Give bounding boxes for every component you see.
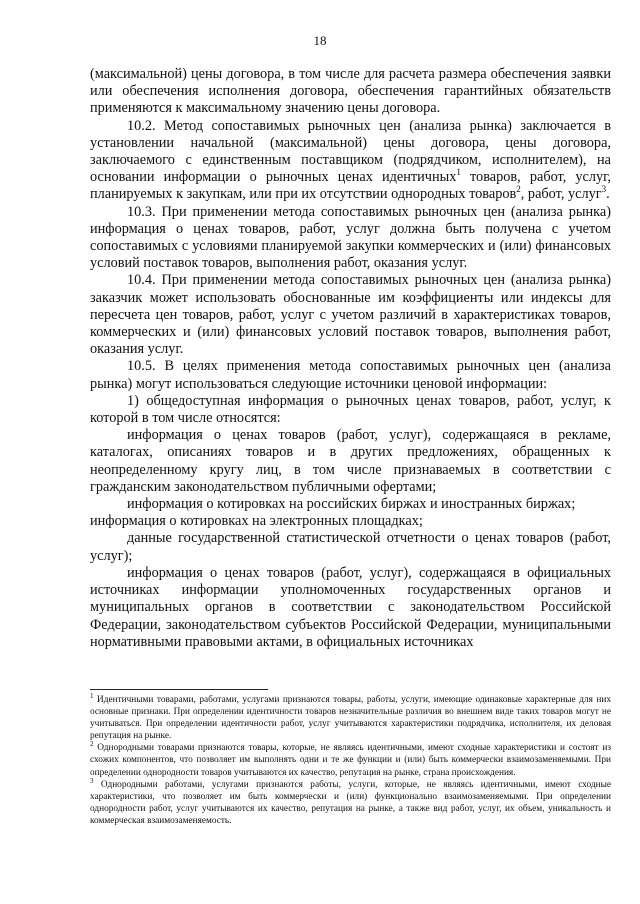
paragraph-10-4: 10.4. При применении метода сопоставимых рыночных цен (анализа рынка) заказчик может использовать обоснованные им коэффициенты или индексы для пересчета цен товаров, работ, услуг с учетом различий в характеристиках товаров, коммерческих и (или) финансовых условий поставок товаров, выполнения работ, оказания услуг. [90,272,611,358]
body-text [90,66,611,651]
bullet-statistics: данные государственной статистической отчетности о ценах товаров (работ, услуг); [90,530,611,564]
footnotes [90,691,611,827]
paragraph-10-3: 10.3. При применении метода сопоставимых рыночных цен (анализа рынка) информация о ценах товаров, работ, услуг должна быть получена с учетом сопоставимых с условиями планируемой закупки коммерческих и (или) финансовых условий поставок товаров, выполнения работ, оказания услуг. [90,203,611,272]
paragraph-10-5: 10.5. В целях применения метода сопоставимых рыночных цен (анализа рынка) могут использоваться следующие источники ценовой информации: [90,358,611,392]
bullet-advertising: информация о ценах товаров (работ, услуг), содержащаяся в рекламе, каталогах, описаниях товаров и в других предложениях, обращенных к неопределенному кругу лиц, в том числе признаваемых в соответствии с гражданским законодательством публичными офертами; [90,427,611,495]
paragraph-10-2: 10.2. Метод сопоставимых рыночных цен (анализа рынка) заключается в установлении начальной (максимальной) цены договора, цены договора, заключаемого с единственным поставщиком (подрядчиком, исполнителем), на основании информации о рыночных ценах идентичных$^1$ товаров, работ, услуг, планируемых к закупкам, или при их отсутствии однородных товаров$^2$, работ, услуг$^3$. [90,117,611,203]
footnote-ref-1: 1 [456,167,461,178]
footnote-ref-2: 2 [516,184,521,195]
page-number: 18 [313,33,327,48]
bullet-official-sources: информация о ценах товаров (работ, услуг), содержащаяся в официальных источниках информации уполномоченных государственных органов и муниципальных органов в соответствии с законодательством Российской Федерации, законодательством субъектов Российской Федерации, муниципальными нормативными правовыми актами, в официальных источниках [90,564,611,650]
footnote-separator [90,689,268,690]
bullet-exchanges: информация о котировках на российских биржах и иностранных биржах; [127,496,576,513]
bullet-electronic-platforms: информация о котировках на электронных площадках; [90,513,423,530]
paragraph-continuation: (максимальной) цены договора, в том числе для расчета размера обеспечения заявки или обеспечения исполнения договора, обеспечения гарантийных обязательств применяются к максимальному значению цены договора. [90,66,611,117]
footnote-2: $^2$ Однородными товарами признаются товары, которые, не являясь идентичными, имеют сходные характеристики и состоят из схожих компонентов, что позволяет им выполнять одни и те же функции и (или) быть коммерчески взаимозаменяемыми. При определении однородности товаров учитываются их качество, репутация на рынке, страна происхождения. [90,740,611,778]
footnote-ref-3: 3 [601,184,607,195]
list-item-1: 1) общедоступная информация о рыночных ценах товаров, работ, услуг, к которой в том числе относятся: [90,392,611,427]
footnote-3: $^3$ Однородными работами, услугами признаются работы, услуги, которые, не являясь идентичными, имеют сходные характеристики, что позволяет им быть коммерчески и (или) функционально взаимозаменяемыми. При определении однородности работ, услуг учитываются их качество, репутация на рынке, а также вид работ, услуг, их объем, уникальность и коммерческая взаимозаменяемость. [90,776,611,826]
footnote-1: $^1$ Идентичными товарами, работами, услугами признаются товары, работы, услуги, имеющие одинаковые характерные для них основные признаки. При определении идентичности товаров незначительные различия во внешнем виде таких товаров могут не учитываться. При определении идентичности работ, услуг учитываются характеристики подрядчика, исполнителя, их деловая репутация на рынке. [90,691,611,742]
